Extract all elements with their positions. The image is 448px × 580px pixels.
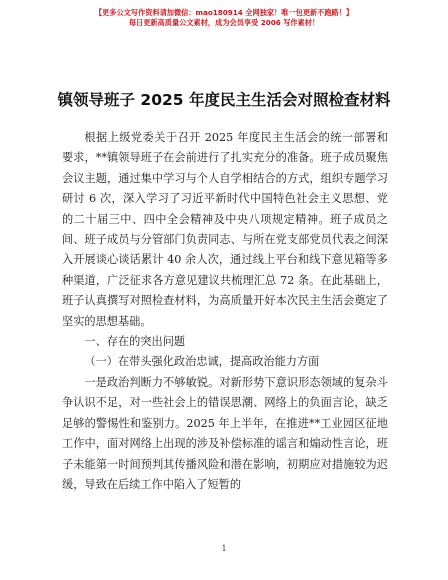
section-heading: 一、存在的突出问题 <box>84 335 186 349</box>
political-judgment-paragraph: 一是政治判断力不够敏锐。对新形势下意识形态领域的复杂斗争认识不足，对一些社会上的错误思潮、网络上的负面言论，缺乏足够的警惕性和鉴别力。2025 年上半年，在推进**工业园区征地工作中，面对网络上出现的涉及补偿标准的谣言和煽动性言论，班子未能第一时间预判其传播风险和潜在影响，初期应对措施较为迟缓，导致在后续工作中陷入了短暂的 <box>62 375 388 491</box>
promo-banner-line1: 【更多公文写作资料请加微信：mao180914 全网独家！唯一包更新不跑路！】 <box>94 8 354 17</box>
promo-banner <box>0 8 448 28</box>
document-body <box>62 128 388 495</box>
page-number: 1 <box>221 544 227 553</box>
subsection-heading: （一）在带头强化政治忠诚，提高政治能力方面 <box>84 355 320 369</box>
intro-paragraph: 根据上级党委关于召开 2025 年度民主生活会的统一部署和要求，**镇领导班子在会前进行了扎实充分的准备。班子成员聚焦会议主题，通过集中学习与个人自学相结合的方式，组织专题学习研讨 6 次，深入学习了习近平新时代中国特色社会主义思想、党的二十届三中、四中全会精神及中央八项规定精神。班子成员之间、班子成员与分管部门负责同志、与所在党支部党员代表之间深入开展谈心谈话累计 40 余人次，通过线上平台和线下意见箱等多种渠道，广泛征求各方意见建议共梳理汇总 72 条。在此基础上，班子认真撰写对照检查材料，为高质量开好本次民主生活会奠定了坚实的思想基础。 <box>62 131 388 328</box>
document-title: 镇领导班子 2025 年度民主生活会对照检查材料 <box>57 91 391 109</box>
promo-banner-line2: 每日更新高质量公文素材，成为会员享受 2006 写作素材！ <box>128 18 320 27</box>
